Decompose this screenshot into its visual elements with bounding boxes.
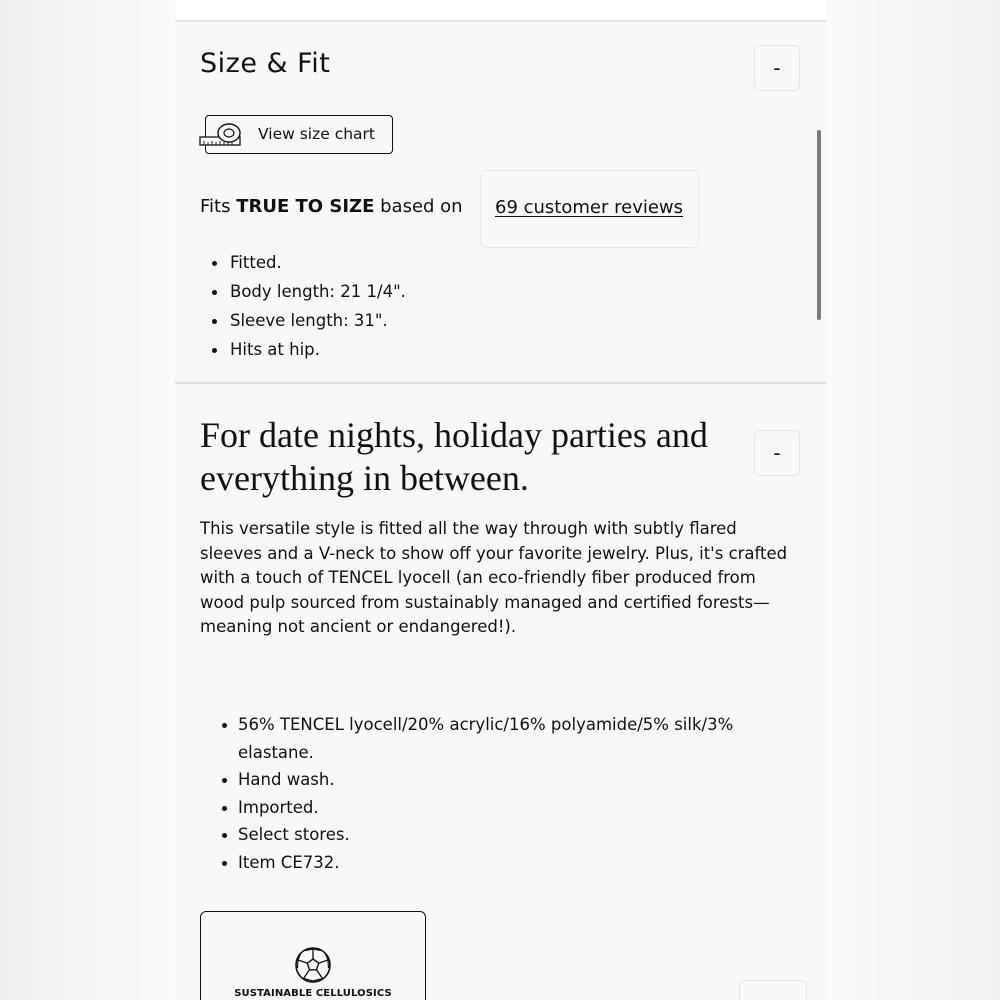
size-fit-title: Size & Fit bbox=[200, 48, 331, 79]
scrollbar-thumb[interactable] bbox=[817, 130, 821, 320]
page-background-left bbox=[0, 0, 175, 1000]
list-item: Hits at hip. bbox=[200, 337, 406, 366]
list-item: Sleeve length: 31". bbox=[200, 308, 406, 337]
list-item: Imported. bbox=[200, 794, 780, 822]
details-collapse-button[interactable] bbox=[754, 430, 800, 476]
list-item: 56% TENCEL lyocell/20% acrylic/16% polyamide/5% silk/3% elastane. bbox=[200, 711, 780, 766]
fit-summary-suffix: based on bbox=[374, 196, 463, 217]
fit-summary bbox=[200, 196, 463, 217]
product-details-panel bbox=[175, 0, 826, 1000]
fit-details-list bbox=[200, 250, 406, 366]
list-item: Select stores. bbox=[200, 821, 780, 849]
list-item: Body length: 21 1/4". bbox=[200, 279, 406, 308]
size-fit-collapse-button[interactable] bbox=[754, 45, 800, 91]
minus-icon: - bbox=[773, 441, 781, 465]
product-specs-list bbox=[200, 711, 780, 876]
minus-icon: - bbox=[773, 56, 781, 80]
soccer-ball-icon bbox=[294, 946, 332, 984]
product-description: This versatile style is fitted all the way through with subtly flared sleeves and a V-neck to show off your favorite jewelry. Plus, it's crafted with a touch of TENCEL lyocell (an eco-friendly fiber produced from wood pulp sourced from sustainably managed and certified forests—meaning not ancient or endangered!). bbox=[200, 519, 788, 636]
fit-verdict: TRUE TO SIZE bbox=[236, 196, 375, 217]
fit-summary-prefix: Fits bbox=[200, 196, 237, 217]
list-item: Fitted. bbox=[200, 250, 406, 279]
sustainable-cellulosics-badge[interactable] bbox=[200, 911, 426, 1000]
product-headline: For date nights, holiday parties and everything in between. bbox=[200, 415, 708, 498]
customer-reviews-link[interactable]: 69 customer reviews bbox=[495, 197, 684, 218]
page-background-right bbox=[826, 0, 1000, 1000]
list-item: Item CE732. bbox=[200, 849, 780, 877]
partial-button[interactable] bbox=[739, 980, 807, 1000]
view-size-chart-button[interactable] bbox=[205, 115, 393, 154]
section-divider bbox=[175, 382, 826, 384]
measuring-tape-icon bbox=[199, 122, 243, 150]
list-item: Hand wash. bbox=[200, 766, 780, 794]
view-size-chart-label: View size chart bbox=[258, 125, 375, 143]
badge-label: SUSTAINABLE CELLULOSICS bbox=[234, 988, 392, 999]
top-section-edge bbox=[175, 0, 826, 22]
